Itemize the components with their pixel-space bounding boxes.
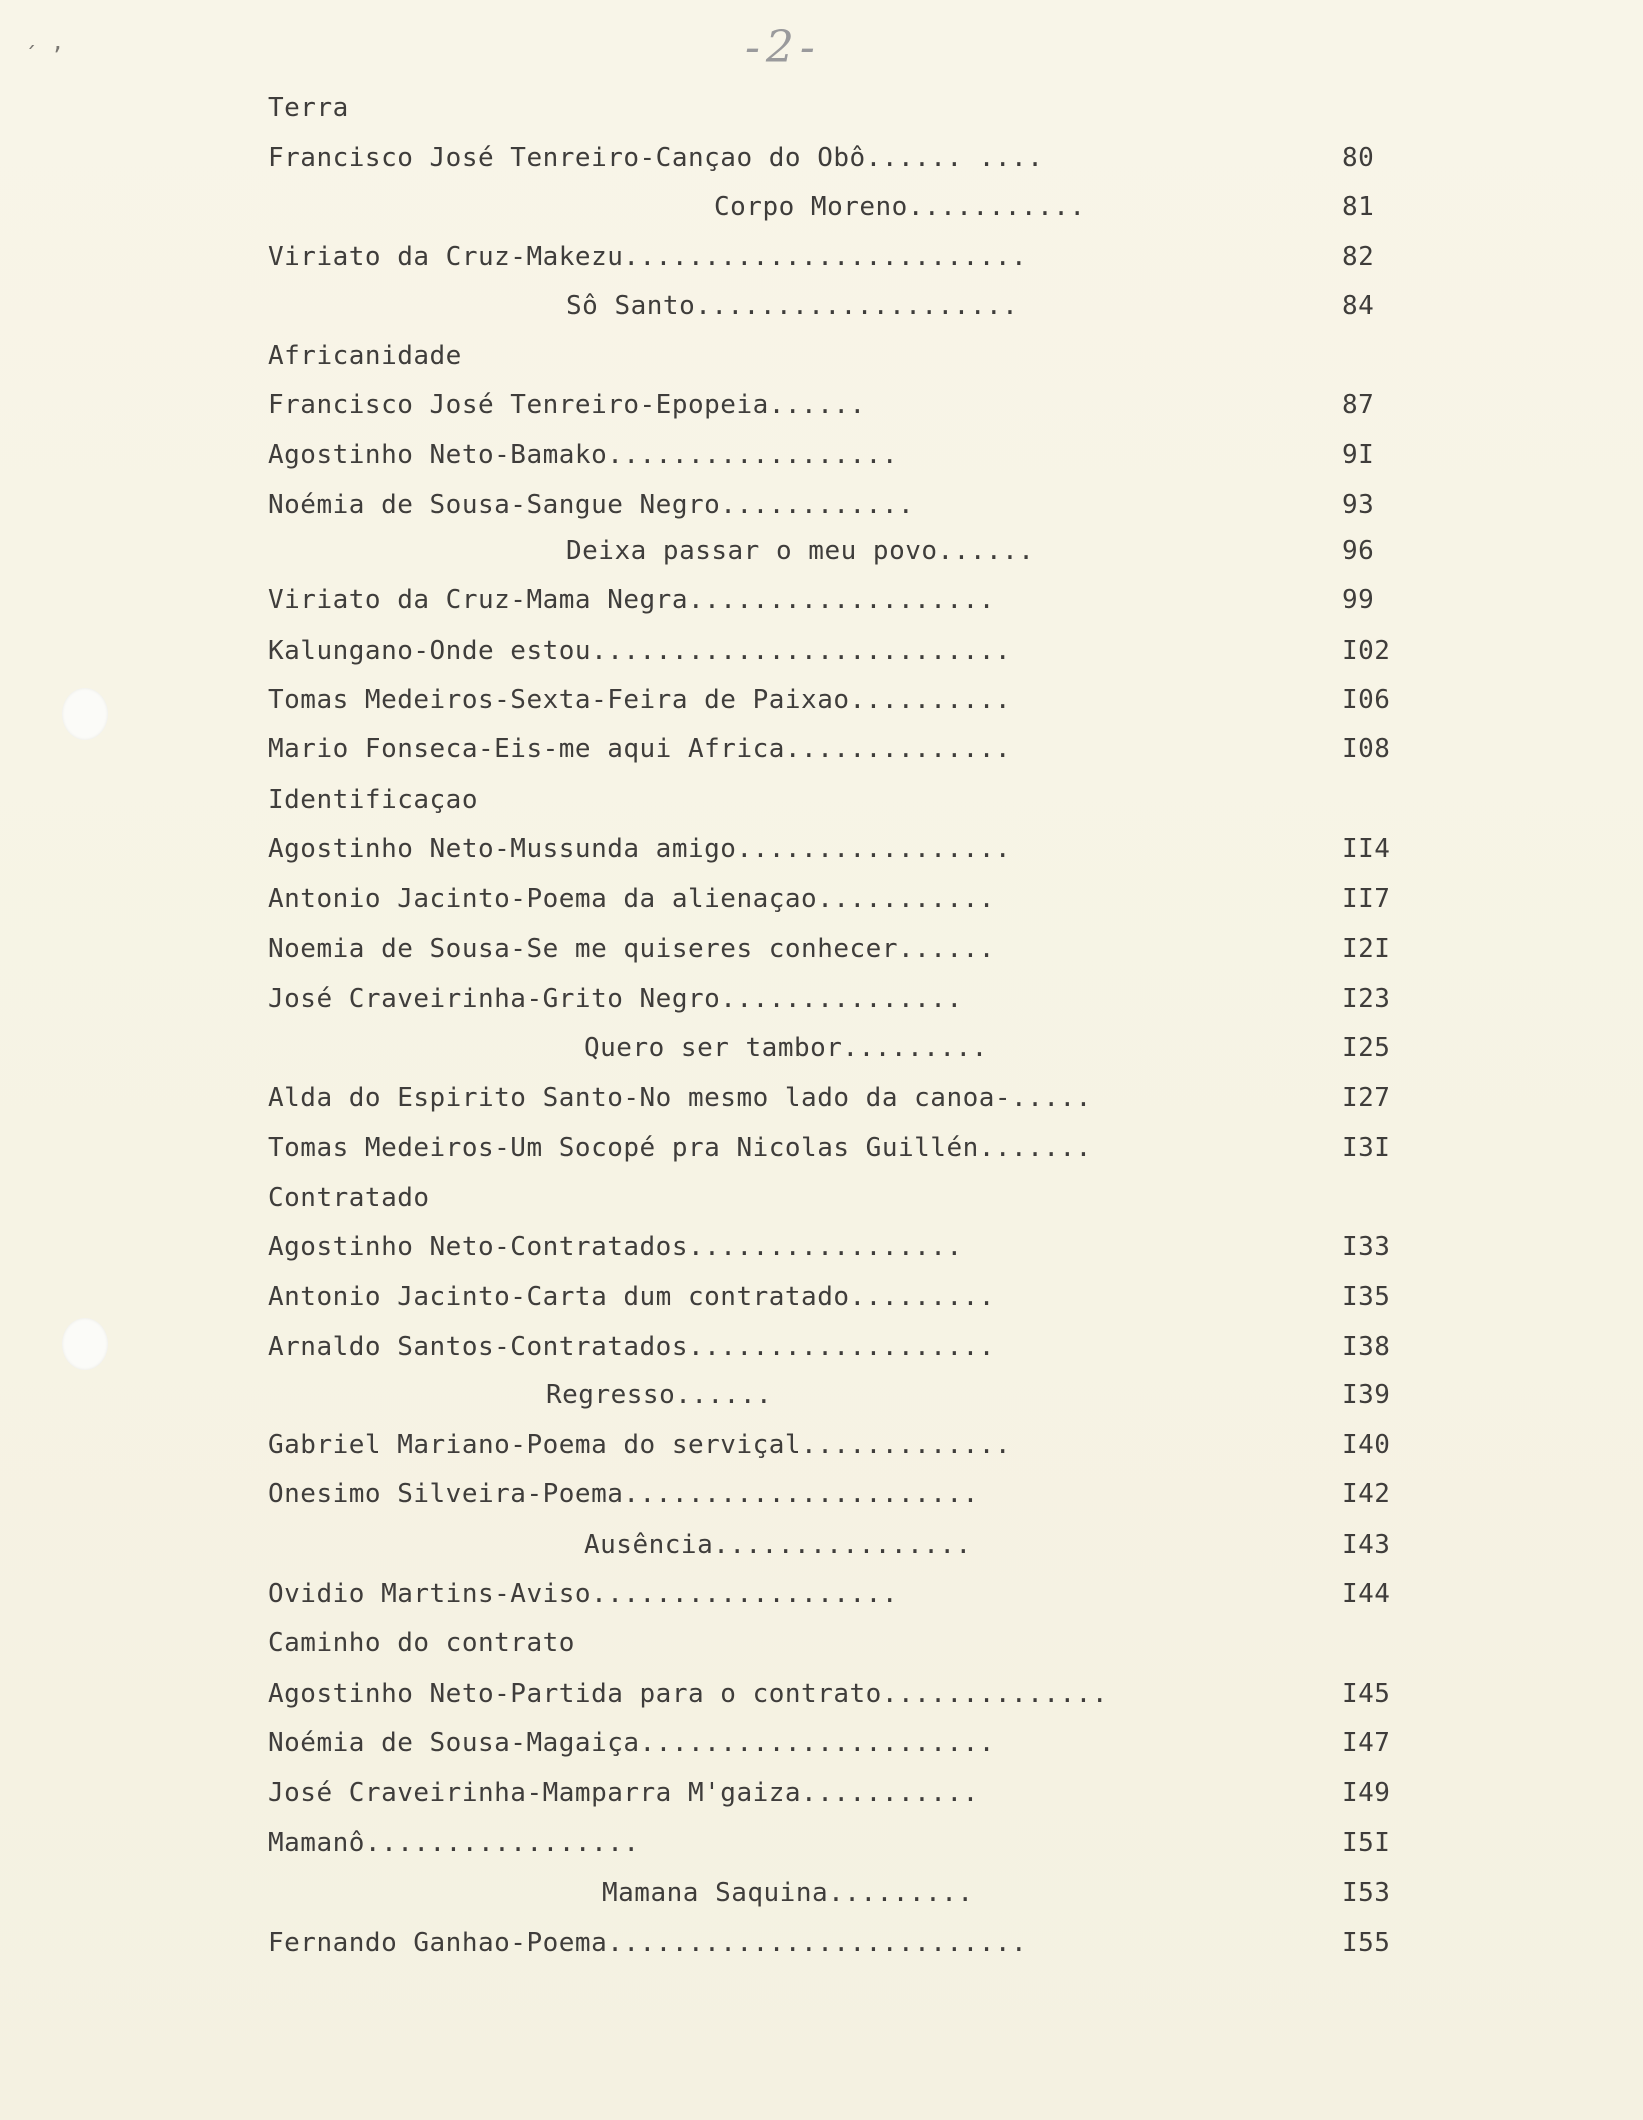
toc-entry: [0, 531, 1643, 571]
toc-entry: [0, 1525, 1643, 1565]
entry-page-number: I06: [1342, 685, 1391, 715]
toc-entry: [0, 1327, 1643, 1367]
toc-entry: [0, 1375, 1643, 1415]
entry-page-number: 84: [1342, 291, 1375, 321]
entry-title: Gabriel Mariano-Poema do serviçal.............: [268, 1430, 1012, 1460]
entry-page-number: I55: [1342, 1928, 1391, 1958]
toc-entry: [0, 1227, 1643, 1267]
entry-page-number: I02: [1342, 636, 1391, 666]
corner-pencil-mark: ´ ’: [24, 44, 64, 69]
entry-title: Mario Fonseca-Eis-me aqui Africa..............: [268, 734, 1012, 764]
entry-page-number: I25: [1342, 1033, 1391, 1063]
toc-entry: [0, 829, 1643, 869]
entry-page-number: I53: [1342, 1878, 1391, 1908]
toc-section-heading: [0, 780, 1643, 820]
section-title: Identificaçao: [268, 785, 478, 815]
entry-page-number: I42: [1342, 1479, 1391, 1509]
entry-title: José Craveirinha-Grito Negro...............: [268, 984, 963, 1014]
toc-entry: [0, 1873, 1643, 1913]
toc-entry: [0, 237, 1643, 277]
entry-title: Kalungano-Onde estou..........................: [268, 636, 1012, 666]
entry-title: Tomas Medeiros-Sexta-Feira de Paixao..........: [268, 685, 1012, 715]
toc-entry: [0, 1823, 1643, 1863]
section-title: Contratado: [268, 1183, 430, 1213]
toc-entry: [0, 1773, 1643, 1813]
entry-page-number: 93: [1342, 490, 1375, 520]
toc-entry: [0, 1277, 1643, 1317]
toc-entry: [0, 1923, 1643, 1963]
toc-entry: [0, 1574, 1643, 1614]
entry-page-number: I33: [1342, 1232, 1391, 1262]
toc-entry: [0, 187, 1643, 227]
toc-entry: [0, 979, 1643, 1019]
entry-title: Corpo Moreno...........: [714, 192, 1086, 222]
entry-title: Fernando Ganhao-Poema..........................: [268, 1928, 1028, 1958]
toc-entry: [0, 680, 1643, 720]
entry-page-number: I2I: [1342, 934, 1391, 964]
entry-title: Francisco José Tenreiro-Cançao do Obô...... ....: [268, 143, 1044, 173]
entry-page-number: I5I: [1342, 1828, 1391, 1858]
toc-entry: [0, 729, 1643, 769]
entry-page-number: I27: [1342, 1083, 1391, 1113]
toc-section-heading: [0, 88, 1643, 128]
entry-page-number: 99: [1342, 585, 1375, 615]
entry-page-number: 96: [1342, 536, 1375, 566]
toc-entry: [0, 435, 1643, 475]
entry-title: Viriato da Cruz-Makezu.........................: [268, 242, 1028, 272]
entry-title: Ausência................: [584, 1530, 972, 1560]
toc-section-heading: [0, 1623, 1643, 1663]
entry-page-number: I23: [1342, 984, 1391, 1014]
entry-title: Ovidio Martins-Aviso...................: [268, 1579, 898, 1609]
entry-title: Mamanô.................: [268, 1828, 640, 1858]
entry-title: Tomas Medeiros-Um Socopé pra Nicolas Guillén.......: [268, 1133, 1092, 1163]
toc-entry: [0, 1723, 1643, 1763]
entry-page-number: I35: [1342, 1282, 1391, 1312]
entry-page-number: 80: [1342, 143, 1375, 173]
entry-title: Sô Santo....................: [566, 291, 1019, 321]
entry-page-number: I45: [1342, 1679, 1391, 1709]
entry-title: Francisco José Tenreiro-Epopeia......: [268, 390, 866, 420]
toc-entry: [0, 1474, 1643, 1514]
toc-entry: [0, 1078, 1643, 1118]
entry-page-number: I38: [1342, 1332, 1391, 1362]
section-title: Caminho do contrato: [268, 1628, 575, 1658]
entry-title: Noémia de Sousa-Sangue Negro............: [268, 490, 915, 520]
entry-page-number: I3I: [1342, 1133, 1391, 1163]
entry-title: Mamana Saquina.........: [602, 1878, 974, 1908]
toc-entry: [0, 929, 1643, 969]
toc-entry: [0, 580, 1643, 620]
entry-title: Deixa passar o meu povo......: [566, 536, 1035, 566]
toc-entry: [0, 879, 1643, 919]
toc-entry: [0, 286, 1643, 326]
toc-entry: [0, 385, 1643, 425]
page-number: -2-: [745, 22, 821, 73]
toc-entry: [0, 1674, 1643, 1714]
entry-page-number: I08: [1342, 734, 1391, 764]
toc-entry: [0, 631, 1643, 671]
entry-page-number: I44: [1342, 1579, 1391, 1609]
entry-title: Agostinho Neto-Mussunda amigo.................: [268, 834, 1012, 864]
entry-page-number: I40: [1342, 1430, 1391, 1460]
entry-page-number: 9I: [1342, 440, 1375, 470]
entry-title: Viriato da Cruz-Mama Negra...................: [268, 585, 995, 615]
toc-entry: [0, 485, 1643, 525]
toc-section-heading: [0, 336, 1643, 376]
toc-entry: [0, 138, 1643, 178]
entry-page-number: 87: [1342, 390, 1375, 420]
entry-page-number: I47: [1342, 1728, 1391, 1758]
entry-page-number: II7: [1342, 884, 1391, 914]
entry-title: Agostinho Neto-Bamako..................: [268, 440, 898, 470]
entry-title: Alda do Espirito Santo-No mesmo lado da canoa-.....: [268, 1083, 1092, 1113]
entry-page-number: 81: [1342, 192, 1375, 222]
entry-title: Antonio Jacinto-Carta dum contratado.........: [268, 1282, 995, 1312]
entry-page-number: I43: [1342, 1530, 1391, 1560]
entry-title: Onesimo Silveira-Poema......................: [268, 1479, 979, 1509]
section-title: Terra: [268, 93, 349, 123]
entry-title: Noemia de Sousa-Se me quiseres conhecer......: [268, 934, 995, 964]
entry-title: Agostinho Neto-Partida para o contrato..............: [268, 1679, 1108, 1709]
toc-section-heading: [0, 1178, 1643, 1218]
entry-title: Antonio Jacinto-Poema da alienaçao...........: [268, 884, 995, 914]
entry-title: Noémia de Sousa-Magaiça......................: [268, 1728, 995, 1758]
entry-title: José Craveirinha-Mamparra M'gaiza...........: [268, 1778, 979, 1808]
section-title: Africanidade: [268, 341, 462, 371]
entry-page-number: 82: [1342, 242, 1375, 272]
toc-entry: [0, 1028, 1643, 1068]
toc-entry: [0, 1128, 1643, 1168]
entry-title: Quero ser tambor.........: [584, 1033, 988, 1063]
entry-page-number: II4: [1342, 834, 1391, 864]
entry-title: Agostinho Neto-Contratados.................: [268, 1232, 963, 1262]
entry-title: Regresso......: [546, 1380, 773, 1410]
toc-entry: [0, 1425, 1643, 1465]
entry-title: Arnaldo Santos-Contratados...................: [268, 1332, 995, 1362]
entry-page-number: I39: [1342, 1380, 1391, 1410]
entry-page-number: I49: [1342, 1778, 1391, 1808]
